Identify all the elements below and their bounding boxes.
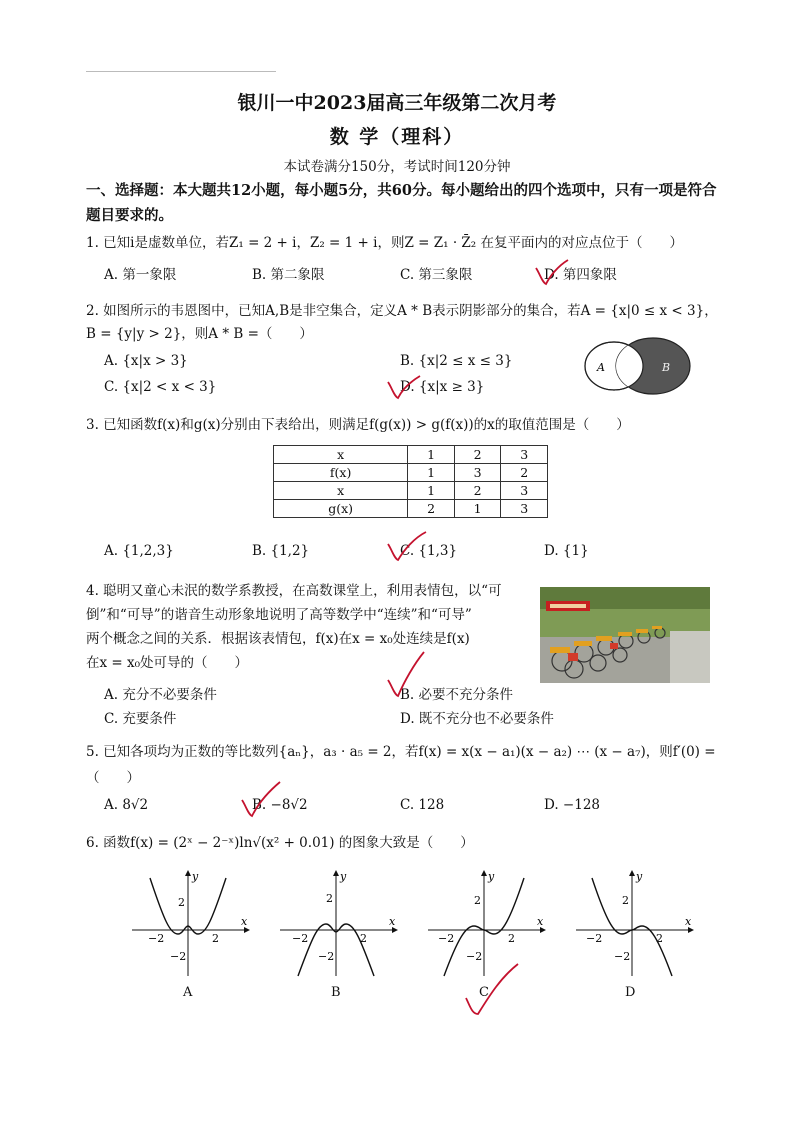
svg-text:−2: −2	[148, 932, 165, 945]
q4-option-c: C. 充要条件	[104, 711, 177, 727]
svg-text:−2: −2	[614, 950, 631, 963]
y-axis-label: y	[192, 870, 199, 883]
svg-text:2: 2	[326, 892, 333, 905]
q2-option-b: B. {x|2 ≤ x ≤ 3}	[400, 353, 513, 369]
svg-text:−2: −2	[292, 932, 309, 945]
q5-stem-line1: 5. 已知各项均为正数的等比数列{aₙ}，a₃ · a₅ = 2，若f(x) = x(x − a₁)(x − a₂) ⋯ (x − a₇)，则f′(0) =	[86, 744, 716, 760]
top-rule	[86, 71, 276, 72]
table-row: f(x) 1 3 2	[274, 464, 548, 482]
graph-a	[128, 868, 250, 980]
q4-option-a: A. 充分不必要条件	[104, 687, 217, 703]
q1-option-a: A. 第一象限	[104, 267, 177, 283]
q5-stem-line2: （ ）	[86, 770, 140, 786]
table-row: x 1 2 3	[274, 482, 548, 500]
x-axis-label: x	[241, 915, 248, 928]
graph-label-b: B	[331, 985, 341, 1000]
exam-subject: 数 学（理科）	[329, 126, 465, 148]
graph-c	[424, 868, 546, 980]
graph-label-d: D	[625, 985, 636, 1000]
svg-text:−2: −2	[586, 932, 603, 945]
svg-text:x: x	[389, 915, 396, 928]
graph-b	[276, 868, 398, 980]
svg-text:2: 2	[508, 932, 515, 945]
q3-option-b: B. {1,2}	[252, 543, 310, 559]
q2-option-d: D. {x|x ≥ 3}	[400, 379, 485, 395]
svg-text:−2: −2	[438, 932, 455, 945]
q1-option-c: C. 第三象限	[400, 267, 473, 283]
q4-option-b: B. 必要不充分条件	[400, 687, 514, 703]
q2-stem-line2: B = {y|y > 2}，则A * B =（ ）	[86, 326, 313, 342]
q4-option-d: D. 既不充分也不必要条件	[400, 711, 554, 727]
q2-option-c: C. {x|2 < x < 3}	[104, 379, 217, 395]
svg-text:y: y	[488, 870, 495, 883]
q5-option-a: A. 8√2	[104, 797, 149, 813]
venn-diagram	[582, 335, 692, 397]
q6-stem: 6. 函数f(x) = (2ˣ − 2⁻ˣ)ln√(x² + 0.01) 的图象大致是（ ）	[86, 835, 474, 851]
svg-text:−2: −2	[318, 950, 335, 963]
graph-label-a: A	[183, 985, 193, 1000]
q5-option-c: C. 128	[400, 797, 445, 813]
q3-option-c: C. {1,3}	[400, 543, 458, 559]
svg-text:2: 2	[656, 932, 663, 945]
svg-text:2: 2	[178, 896, 185, 909]
svg-text:−2: −2	[466, 950, 483, 963]
function-table	[273, 445, 548, 518]
q1-stem: 1. 已知i是虚数单位，若Z₁ = 2 + i，Z₂ = 1 + i，则Z = Z₁ · Z̄₂ 在复平面内的对应点位于（ ）	[86, 235, 683, 251]
section-heading: 一、选择题：本大题共12小题，每小题5分，共60分。每小题给出的四个选项中，只有一项是符合题目要求的。	[86, 182, 717, 224]
svg-text:2: 2	[474, 894, 481, 907]
graph-d	[572, 868, 694, 980]
q3-option-d: D. {1}	[544, 543, 589, 559]
svg-text:y: y	[340, 870, 347, 883]
svg-text:2: 2	[622, 894, 629, 907]
svg-text:−2: −2	[170, 950, 187, 963]
q2-option-a: A. {x|x > 3}	[104, 353, 188, 369]
graph-label-c: C	[479, 985, 489, 1000]
venn-label-a: A	[597, 361, 605, 374]
svg-text:2: 2	[212, 932, 219, 945]
q3-option-a: A. {1,2,3}	[104, 543, 174, 559]
svg-text:y: y	[636, 870, 643, 883]
exam-note: 本试卷满分150分，考试时间120分钟	[283, 159, 511, 175]
venn-label-b: B	[662, 361, 671, 374]
exam-title: 银川一中2023届高三年级第二次月考	[237, 92, 557, 114]
table-row: x 1 2 3	[274, 446, 548, 464]
meme-photo	[540, 587, 710, 683]
q4-stem-line3: 两个概念之间的关系．根据该表情包，f(x)在x = x₀处连续是f(x)	[86, 631, 470, 647]
q5-option-b: B. −8√2	[252, 797, 308, 813]
q4-stem-line4: 在x = x₀处可导的（ ）	[86, 655, 249, 671]
q4-stem-line2: 倒”和“可导”的谐音生动形象地说明了高等数学中“连续”和“可导”	[86, 607, 472, 623]
svg-text:x: x	[685, 915, 692, 928]
q5-option-d: D. −128	[544, 797, 601, 813]
table-row: g(x) 2 1 3	[274, 500, 548, 518]
q1-option-d: D. 第四象限	[544, 267, 617, 283]
q4-stem-line1: 4. 聪明又童心未泯的数学系教授，在高数课堂上，利用表情包，以“可	[86, 583, 502, 599]
q2-stem-line1: 2. 如图所示的韦恩图中，已知A,B是非空集合，定义A * B表示阴影部分的集合，若A = {x|0 ≤ x < 3}，	[86, 303, 718, 319]
q3-stem: 3. 已知函数f(x)和g(x)分别由下表给出，则满足f(g(x)) > g(f(x))的x的取值范围是（ ）	[86, 417, 630, 433]
q1-option-b: B. 第二象限	[252, 267, 325, 283]
svg-text:x: x	[537, 915, 544, 928]
svg-text:2: 2	[360, 932, 367, 945]
